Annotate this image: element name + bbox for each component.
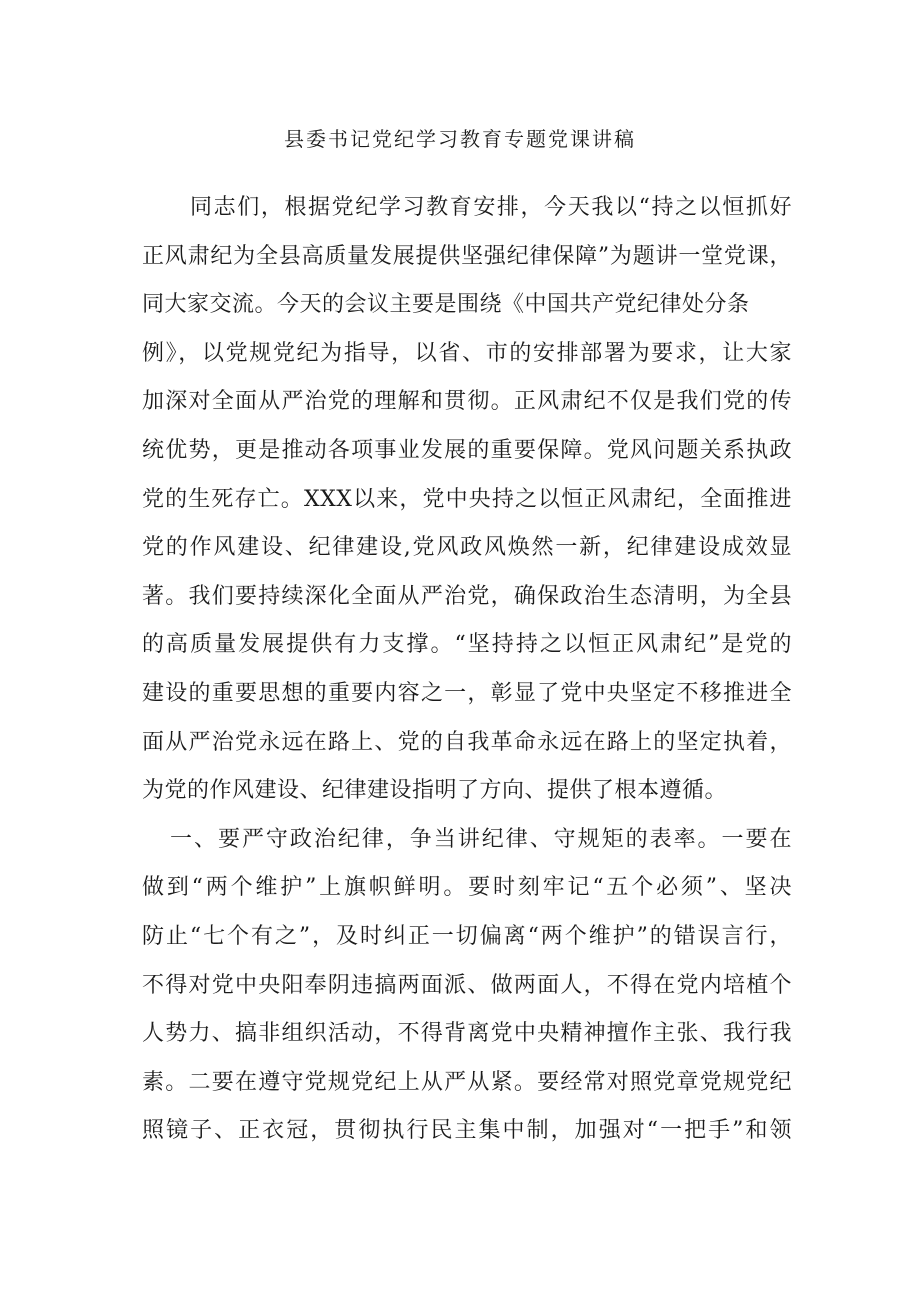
paragraph-2-line-7: 照镜子、正衣冠，贯彻执行民主集中制，加强对“一把手”和领 xyxy=(142,1118,792,1144)
paragraph-1-line-5: 加深对全面从严治党的理解和贯彻。正风肃纪不仅是我们党的传 xyxy=(142,389,792,415)
paragraph-1-line-13: 为党的作风建设、纪律建设指明了方向、提供了根本遵循。 xyxy=(142,778,728,804)
paragraph-2-line-1: 一、要严守政治纪律，争当讲纪律、守规矩的表率。一要在 xyxy=(170,826,792,852)
paragraph-1-line-3: 同大家交流。今天的会议主要是围绕《中国共产党纪律处分条 xyxy=(142,292,750,318)
paragraph-2-line-6: 素。二要在遵守党规党纪上从严从紧。要经常对照党章党规党纪 xyxy=(142,1069,792,1095)
paragraph-1-line-4: 例》，以党规党纪为指导，以省、市的安排部署为要求，让大家 xyxy=(142,340,792,366)
paragraph-1-line-10: 的高质量发展提供有力支撑。“坚持持之以恒正风肃纪”是党的 xyxy=(142,632,792,658)
paragraph-2-line-4: 不得对党中央阳奉阴违搞两面派、做两面人，不得在党内培植个 xyxy=(142,972,792,998)
paragraph-1-line-9: 著。我们要持续深化全面从严治党，确保政治生态清明，为全县 xyxy=(142,583,792,609)
paragraph-1-line-6: 统优势，更是推动各项事业发展的重要保障。党风问题关系执政 xyxy=(142,437,792,463)
document-title: 县委书记党纪学习教育专题党课讲稿 xyxy=(284,127,636,151)
paragraph-1-line-2: 正风肃纪为全县高质量发展提供坚强纪律保障”为题讲一堂党课， xyxy=(142,243,792,269)
paragraph-2-line-5: 人势力、搞非组织活动，不得背离党中央精神擅作主张、我行我 xyxy=(142,1021,792,1047)
paragraph-2-line-2: 做到“两个维护”上旗帜鲜明。要时刻牢记“五个必须”、坚决 xyxy=(142,875,792,901)
paragraph-1-line-7: 党的生死存亡。XXX以来，党中央持之以恒正风肃纪，全面推进 xyxy=(142,486,792,512)
paragraph-1-line-1: 同志们，根据党纪学习教育安排，今天我以“持之以恒抓好 xyxy=(190,195,792,220)
document-body xyxy=(142,184,792,1156)
paragraph-1-line-12: 面从严治党永远在路上、党的自我革命永远在路上的坚定执着， xyxy=(142,729,792,755)
paragraph-2-line-3: 防止“七个有之”，及时纠正一切偏离“两个维护”的错误言行， xyxy=(142,923,792,949)
paragraph-1-line-8: 党的作风建设、纪律建设,党风政风焕然一新，纪律建设成效显 xyxy=(142,535,792,561)
paragraph-1-line-11: 建设的重要思想的重要内容之一，彰显了党中央坚定不移推进全 xyxy=(142,680,792,706)
